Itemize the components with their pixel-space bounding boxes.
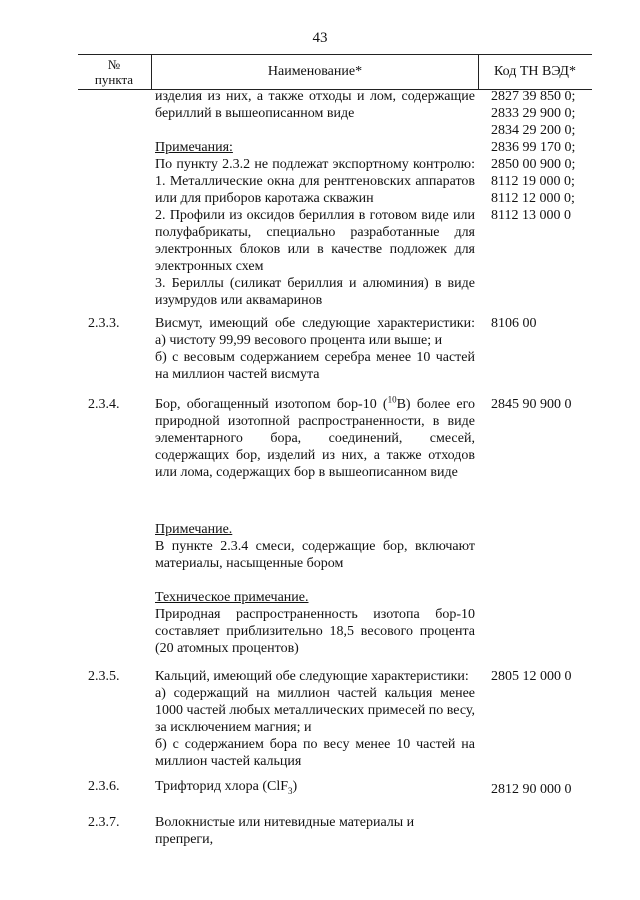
item-number: 2.3.6.: [88, 779, 120, 794]
item-234-note: [155, 521, 475, 657]
header-item-number: [78, 55, 150, 89]
tech-note-line: (20 атомных процентов): [155, 641, 299, 656]
text-line: Волокнистые или нитевидные материалы и препреги,: [155, 815, 415, 847]
text-line: бериллий в вышеописанном виде: [155, 106, 355, 121]
item-232-continuation: [155, 88, 475, 309]
code-value: 2833 29 900 0;: [491, 106, 576, 121]
code-value: 2836 99 170 0;: [491, 140, 576, 155]
code-value: 2850 00 900 0;: [491, 157, 576, 172]
item-232-codes: [491, 88, 575, 224]
item-236-text: [155, 778, 475, 795]
item-235-code: 2805 12 000 0: [491, 669, 572, 684]
note-line: полуфабрикаты, специально разработанные для: [155, 225, 475, 240]
item-number: 2.3.5.: [88, 669, 120, 684]
text-fragment: Трифторид хлора (ClF: [155, 779, 289, 794]
text-fragment: B) более его: [396, 397, 475, 412]
text-line: изделия из них, а также отходы и лом, содержащие: [155, 89, 475, 104]
text-line: элементарного бора, соединений, смесей,: [155, 431, 475, 446]
text-line: б) с весовым содержанием серебра менее 10 частей: [155, 350, 475, 365]
text-line: 1000 частей любых металлических примесей по весу,: [155, 703, 475, 718]
page-number: 43: [312, 30, 328, 46]
item-234-code: 2845 90 900 0: [491, 397, 572, 412]
item-233-code: 8106 00: [491, 316, 537, 331]
note-line: 2. Профили из оксидов бериллия в готовом виде или: [155, 208, 475, 223]
tech-note-line: составляет приблизительно 18,5 весового процента: [155, 624, 475, 639]
text-fragment: ): [292, 779, 298, 794]
text-line: [155, 396, 475, 413]
item-number: 2.3.7.: [88, 815, 120, 830]
text-line: Кальций, имеющий обе следующие характеристики:: [155, 669, 469, 684]
item-236-code: 2812 90 000 0: [491, 782, 572, 797]
notes-intro: По пункту 2.3.2 не подлежат экспортному контролю:: [155, 157, 475, 172]
header-name: Наименование*: [151, 55, 479, 89]
code-value: 2834 29 200 0;: [491, 123, 576, 138]
item-235-text: [155, 668, 475, 770]
note-line: электронных блоков или в качестве подложек для: [155, 242, 475, 257]
text-line: на миллион частей висмута: [155, 367, 320, 382]
text-line: Висмут, имеющий обе следующие характеристики:: [155, 316, 475, 331]
text-line: содержащих бор, изделий из них, а также отходов: [155, 448, 475, 463]
table-header: [78, 54, 592, 90]
text-line: а) содержащий на миллион частей кальция менее: [155, 686, 475, 701]
note-line: 3. Бериллы (силикат бериллия и алюминия) в виде: [155, 276, 475, 291]
note-line: В пункте 2.3.4 смеси, содержащие бор, включают: [155, 539, 475, 554]
note-line: материалы, насыщенные бором: [155, 556, 344, 571]
note-heading: Примечание.: [155, 522, 233, 537]
header-num-symbol: №: [107, 57, 121, 72]
note-line: или для приборов каротажа скважин: [155, 191, 374, 206]
text-line: б) с содержанием бора по весу менее 10 частей на: [155, 737, 475, 752]
text-line: за исключением магния; и: [155, 720, 312, 735]
text-line: а) чистоту 99,99 весового процента или выше; и: [155, 333, 443, 348]
text-line: миллион частей кальция: [155, 754, 302, 769]
superscript: 10: [387, 394, 397, 405]
code-value: 8112 13 000 0: [491, 208, 571, 223]
notes-heading: Примечания:: [155, 140, 233, 155]
code-value: 2827 39 850 0;: [491, 89, 576, 104]
item-number: 2.3.3.: [88, 316, 120, 331]
text-line: или лома, содержащих бор в вышеописанном виде: [155, 465, 458, 480]
header-code: Код ТН ВЭД*: [494, 64, 576, 79]
code-value: 8112 19 000 0;: [491, 174, 575, 189]
item-233-text: [155, 315, 475, 383]
header-num-label: пункта: [94, 72, 134, 87]
subscript: 3: [288, 785, 293, 796]
tech-note-heading: Техническое примечание.: [155, 590, 309, 605]
note-line: 1. Металлические окна для рентгеновских аппаратов: [155, 174, 475, 189]
text-fragment: Бор, обогащенный изотопом бор-10 (: [155, 397, 388, 412]
text-line: природной изотопной распространенности, в виде: [155, 414, 475, 429]
note-line: изумрудов или аквамаринов: [155, 293, 323, 308]
item-234-text: [155, 396, 475, 481]
item-number: 2.3.4.: [88, 397, 120, 412]
code-value: 8112 12 000 0;: [491, 191, 575, 206]
item-237-text: [155, 814, 475, 848]
tech-note-line: Природная распространенность изотопа бор-10: [155, 607, 475, 622]
text-line: [155, 778, 475, 795]
note-line: электронных схем: [155, 259, 264, 274]
